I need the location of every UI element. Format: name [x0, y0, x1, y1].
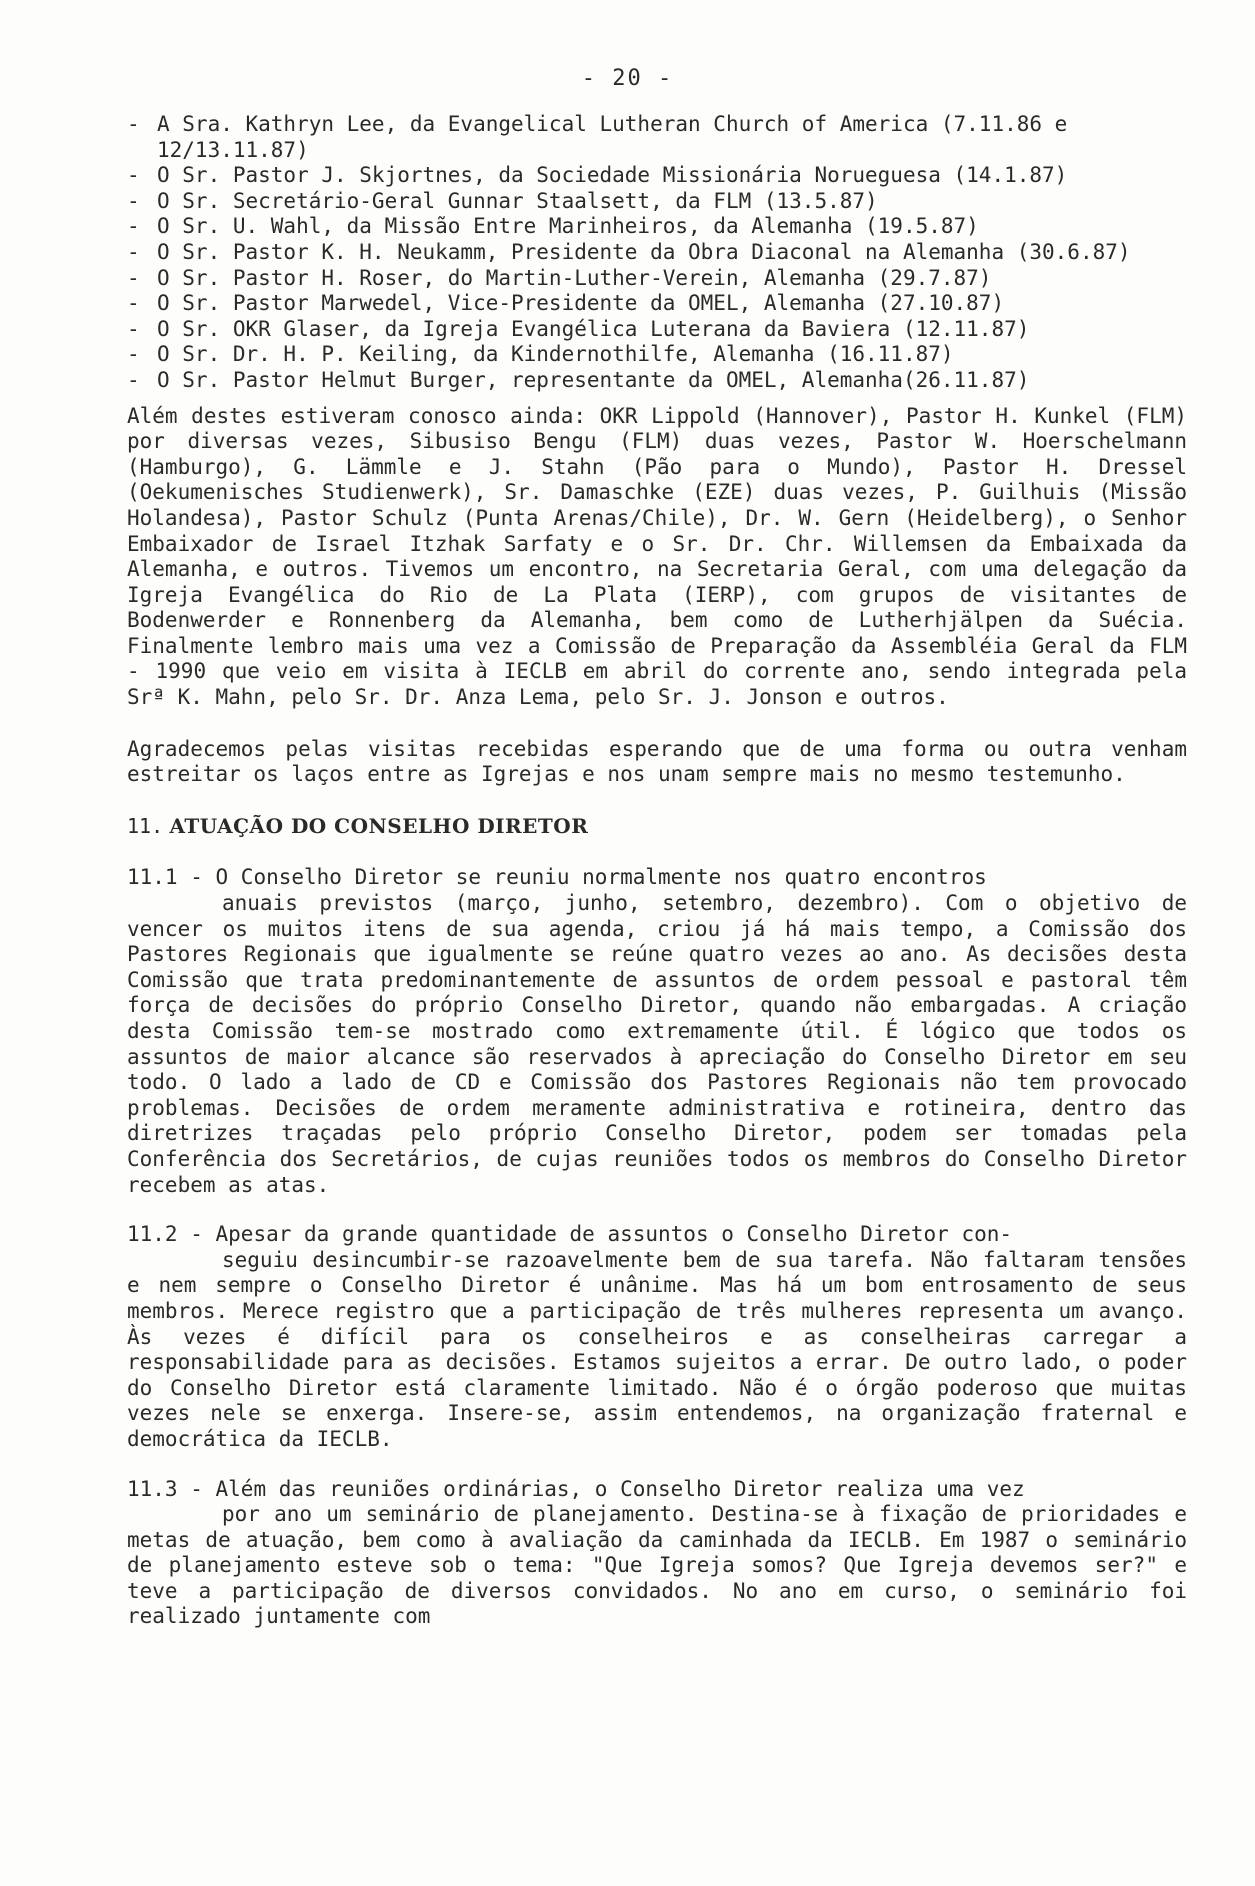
paragraph-number: 11.3 - — [127, 1476, 203, 1501]
paragraph-first-line — [127, 1222, 1187, 1248]
list-item: - O Sr. Secretário-Geral Gunnar Staalsett, da FLM (13.5.87) — [127, 188, 878, 213]
list-item: - O Sr. Pastor H. Roser, do Martin-Luther-Verein, Alemanha (29.7.87) — [127, 265, 992, 290]
paragraph-lead: O Conselho Diretor se reuniu normalmente nos quatro encontros — [215, 865, 987, 890]
section-number: 11. — [127, 813, 164, 838]
visitor-entry: O Sr. U. Wahl, da Missão Entre Marinheiros, da Alemanha (19.5.87) — [157, 214, 979, 239]
paragraph-first-line — [127, 865, 1187, 891]
visitor-entry: O Sr. OKR Glaser, da Igreja Evangélica Luterana da Baviera (12.11.87) — [157, 316, 1030, 341]
paragraph-number: 11.1 - — [127, 865, 203, 890]
visitor-entry: O Sr. Pastor Marwedel, Vice-Presidente da OMEL, Alemanha (27.10.87) — [157, 291, 1005, 316]
numbered-paragraph — [127, 865, 1187, 1198]
list-item: - O Sr. Dr. H. P. Keiling, da Kindernothilfe, Alemanha (16.11.87) — [127, 342, 954, 367]
paragraph-number: 11.2 - — [127, 1222, 203, 1247]
list-item: - O Sr. OKR Glaser, da Igreja Evangélica Luterana da Baviera (12.11.87) — [127, 316, 1030, 341]
paragraph-body: por ano um seminário de planejamento. Destina-se à fixação de prioridades e metas de atuação, bem como à avaliação da caminhada da IECLB. Em 1987 o seminário de planejamento esteve sob o tema: "Que Igreja somos? Que Igreja devemos ser?" e teve a participação de diversos convidados. No ano em curso, o seminário foi realizado juntamente com — [127, 1502, 1187, 1629]
visitor-entry: O Sr. Pastor J. Skjortnes, da Sociedade Missionária Norueguesa (14.1.87) — [157, 163, 1068, 188]
numbered-paragraph — [127, 1222, 1187, 1452]
paragraph-lead: Apesar da grande quantidade de assuntos o Conselho Diretor con- — [215, 1222, 1013, 1247]
list-item: - O Sr. U. Wahl, da Missão Entre Marinheiros, da Alemanha (19.5.87) — [127, 214, 979, 239]
paragraph-body: seguiu desincumbir-se razoavelmente bem de sua tarefa. Não faltaram tensões e nem sempre o Conselho Diretor é unânime. Mas há um bom entrosamento de seus membros. Merece registro que a participação de três mulheres representa um avanço. Às vezes é difícil para os conselheiros e as conselheiras carregar a responsabilidade para as decisões. Estamos sujeitos a errar. De outro lado, o poder do Conselho Diretor está claramente limitado. Não é o órgão poderoso que muitas vezes nele se enxerga. Insere-se, assim entendemos, na organização fraternal e democrática da IECLB. — [127, 1247, 1187, 1451]
list-item: - O Sr. Pastor Helmut Burger, representante da OMEL, Alemanha(26.11.87) — [127, 367, 1030, 392]
visitor-entry: O Sr. Pastor Helmut Burger, representante da OMEL, Alemanha(26.11.87) — [157, 367, 1030, 392]
visitor-entry: O Sr. Pastor H. Roser, do Martin-Luther-Verein, Alemanha (29.7.87) — [157, 265, 992, 290]
visitor-entry: A Sra. Kathryn Lee, da Evangelical Lutheran Church of America (7.11.86 e 12/13.11.87) — [157, 112, 1068, 162]
list-item: - O Sr. Pastor Marwedel, Vice-Presidente da OMEL, Alemanha (27.10.87) — [127, 291, 1005, 316]
paragraph-body: anuais previstos (março, junho, setembro, dezembro). Com o objetivo de vencer os muitos itens de sua agenda, criou já há mais tempo, a Comissão dos Pastores Regionais que igualmente se reúne quatro vezes ao ano. As decisões desta Comissão que trata predominantemente de assuntos de ordem pessoal e pastoral têm força de decisões do próprio Conselho Diretor, quando não embargadas. A criação desta Comissão tem-se mostrado como extremamente útil. É lógico que todos os assuntos de maior alcance são reservados à apreciação do Conselho Diretor em seu todo. O lado a lado de CD e Comissão dos Pastores Regionais não tem provocado problemas. Decisões de ordem meramente administrativa e rotineira, dentro das diretrizes traçadas pelo próprio Conselho Diretor, podem ser tomadas pela Conferência dos Secretários, de cujas reuniões todos os membros do Conselho Diretor recebem as atas. — [127, 891, 1187, 1197]
section-heading — [127, 814, 1187, 840]
paragraph-first-line — [127, 1477, 1187, 1503]
thanks-paragraph: Agradecemos pelas visitas recebidas esperando que de uma forma ou outra venham estreitar os laços entre as Igrejas e nos unam sempre mais no mesmo testemunho. — [127, 736, 1187, 787]
section-title: ATUAÇÃO DO CONSELHO DIRETOR — [169, 813, 589, 838]
paragraph-lead: Além das reuniões ordinárias, o Conselho Diretor realiza uma vez — [215, 1476, 1025, 1501]
page-content — [127, 112, 1187, 1654]
visitor-entry: O Sr. Secretário-Geral Gunnar Staalsett, da FLM (13.5.87) — [157, 188, 878, 213]
page-number: - 20 - — [581, 66, 674, 91]
list-item: - O Sr. Pastor K. H. Neukamm, Presidente da Obra Diaconal na Alemanha (30.6.87) — [127, 239, 1131, 264]
visitor-entry: O Sr. Dr. H. P. Keiling, da Kindernothilfe, Alemanha (16.11.87) — [157, 342, 954, 367]
list-item: - A Sra. Kathryn Lee, da Evangelical Lutheran Church of America (7.11.86 e 12/13.11.87) — [127, 112, 1068, 162]
other-visitors-paragraph: Além destes estiveram conosco ainda: OKR Lippold (Hannover), Pastor H. Kunkel (FLM) por diversas vezes, Sibusiso Bengu (FLM) duas vezes, Pastor W. Hoerschelmann (Hamburgo), G. Lämmle e J. Stahn (Pão para o Mundo), Pastor H. Dressel (Oekumenisches Studienwerk), Sr. Damaschke (EZE) duas vezes, P. Guilhuis (Missão Holandesa), Pastor Schulz (Punta Arenas/Chile), Dr. W. Gern (Heidelberg), o Senhor Embaixador de Israel Itzhak Sarfaty e o Sr. Dr. Chr. Willemsen da Embaixada da Alemanha, e outros. Tivemos um encontro, na Secretaria Geral, com uma delegação da Igreja Evangélica do Rio de La Plata (IERP), com grupos de visitantes de Bodenwerder e Ronnenberg da Alemanha, bem como de Lutherhjälpen da Suécia. Finalmente lembro mais uma vez a Comissão de Preparação da Assembléia Geral da FLM - 1990 que veio em visita à IECLB em abril do corrente ano, sendo integrada pela Srª K. Mahn, pelo Sr. Dr. Anza Lema, pelo Sr. J. Jonson e outros. — [127, 403, 1187, 710]
visitor-list — [127, 112, 1187, 394]
visitor-entry: O Sr. Pastor K. H. Neukamm, Presidente da Obra Diaconal na Alemanha (30.6.87) — [157, 239, 1131, 264]
numbered-paragraph — [127, 1477, 1187, 1631]
list-item: - O Sr. Pastor J. Skjortnes, da Sociedade Missionária Norueguesa (14.1.87) — [127, 163, 1068, 188]
